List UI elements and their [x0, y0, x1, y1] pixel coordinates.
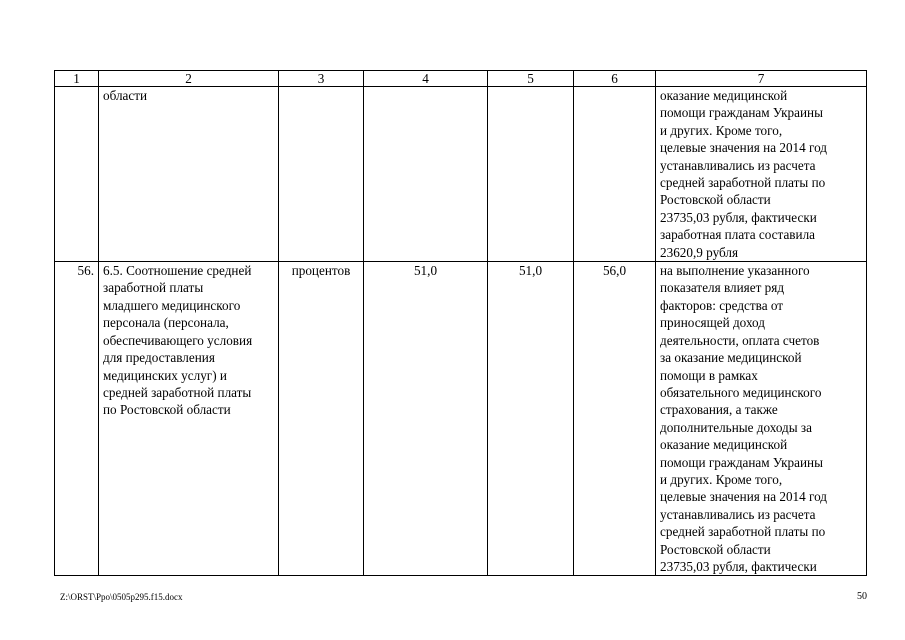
unit-cell: процентов: [279, 262, 364, 576]
explanation-cell: на выполнение указанного показателя влияет ряд факторов: средства от приносящей доход деятельности, оплата счетов за оказание медицинской помощи в рамках обязательного медицинского страхования, а также дополнительные доходы за оказание медицинской помощи гражданам Украины и других. Кроме того, целевые значения на 2014 год устанавливались из расчета средней заработной платы по Ростовской области 23735,03 рубля, фактически: [656, 262, 867, 576]
row-number: [55, 87, 99, 262]
column-number: 3: [279, 71, 364, 87]
column-number: 1: [55, 71, 99, 87]
value-cell: 51,0: [364, 262, 488, 576]
column-number: 6: [574, 71, 656, 87]
column-number: 4: [364, 71, 488, 87]
column-number: 5: [488, 71, 574, 87]
value-cell: [574, 87, 656, 262]
report-table: [54, 70, 867, 576]
value-cell: [364, 87, 488, 262]
value-cell: [488, 87, 574, 262]
page-number: 50: [857, 591, 867, 602]
value-cell: 51,0: [488, 262, 574, 576]
column-number: 7: [656, 71, 867, 87]
row-number: 56.: [55, 262, 99, 576]
column-number: 2: [99, 71, 279, 87]
indicator-name: области: [99, 87, 279, 262]
column-number-row: [55, 71, 867, 87]
table-row: [55, 262, 867, 576]
value-cell: 56,0: [574, 262, 656, 576]
file-path-footer: Z:\ORST\Ppo\0505p295.f15.docx: [60, 592, 183, 602]
unit-cell: [279, 87, 364, 262]
explanation-cell: оказание медицинской помощи гражданам Украины и других. Кроме того, целевые значения на 2014 год устанавливались из расчета средней заработной платы по Ростовской области 23735,03 рубля, фактически заработная плата составила 23620,9 рубля: [656, 87, 867, 262]
indicator-name: 6.5. Соотношение средней заработной платы младшего медицинского персонала (персонала, обеспечивающего условия для предоставления медицинских услуг) и средней заработной платы по Ростовской области: [99, 262, 279, 576]
table-row: [55, 87, 867, 262]
